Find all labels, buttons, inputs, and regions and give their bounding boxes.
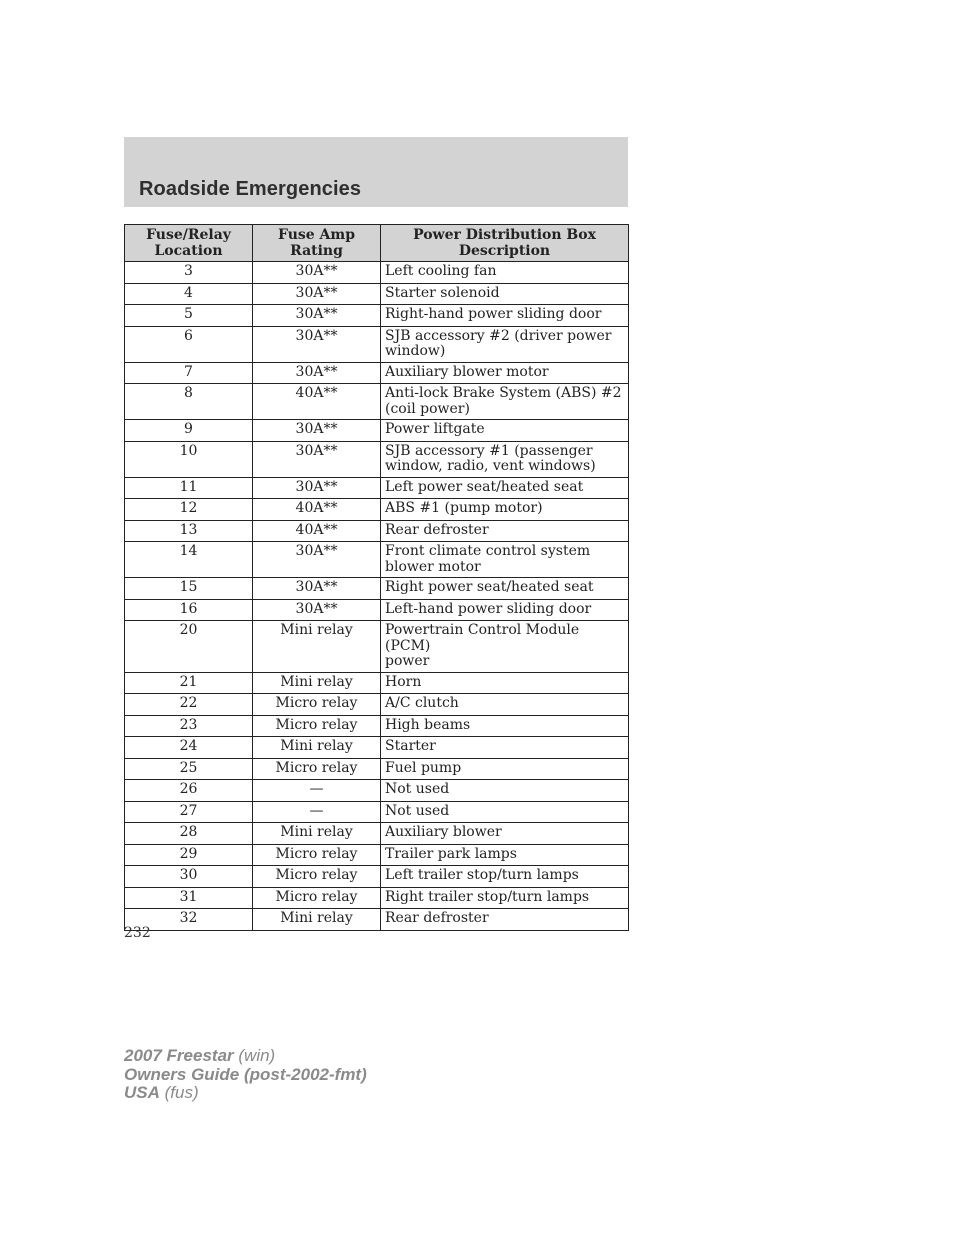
cell-location: 15: [125, 578, 253, 600]
table-row: [125, 262, 629, 284]
cell-description: [381, 326, 629, 362]
cell-description: [381, 262, 629, 284]
description-line: Horn: [385, 673, 422, 690]
cell-rating: 30A**: [253, 542, 381, 578]
cell-rating: Mini relay: [253, 621, 381, 673]
table-row: [125, 384, 629, 420]
cell-description: [381, 844, 629, 866]
cell-location: 7: [125, 362, 253, 384]
cell-rating: Mini relay: [253, 909, 381, 931]
cell-rating: Micro relay: [253, 694, 381, 716]
table-row: [125, 599, 629, 621]
description-line: (coil power): [385, 400, 470, 417]
cell-description: [381, 441, 629, 477]
cell-description: [381, 499, 629, 521]
cell-description: [381, 420, 629, 442]
table-row: [125, 326, 629, 362]
fuse-table: [124, 224, 629, 931]
cell-description: [381, 520, 629, 542]
description-line: power: [385, 653, 430, 669]
cell-description: [381, 737, 629, 759]
cell-location: 25: [125, 758, 253, 780]
description-line: ABS #1 (pump motor): [385, 500, 543, 516]
cell-location: 31: [125, 887, 253, 909]
description-line: Left power seat/heated seat: [385, 478, 584, 495]
description-line: Anti-lock Brake System (ABS) #2: [385, 385, 622, 401]
cell-location: 10: [125, 441, 253, 477]
cell-rating: 30A**: [253, 305, 381, 327]
description-line: SJB accessory #2 (driver power: [385, 327, 612, 344]
cell-location: 21: [125, 672, 253, 694]
table-row: [125, 866, 629, 888]
table-row: [125, 305, 629, 327]
footer-line-region: USA (fus): [124, 1083, 199, 1102]
cell-description: [381, 780, 629, 802]
cell-description: [381, 477, 629, 499]
cell-rating: Micro relay: [253, 758, 381, 780]
cell-description: [381, 542, 629, 578]
table-header-row: [125, 225, 629, 262]
table-row: [125, 694, 629, 716]
cell-location: 16: [125, 599, 253, 621]
description-line: Left cooling fan: [385, 263, 497, 279]
table-row: [125, 737, 629, 759]
table-row: [125, 715, 629, 737]
cell-location: 32: [125, 909, 253, 931]
cell-location: 20: [125, 621, 253, 673]
description-line: Auxiliary blower: [385, 824, 502, 840]
section-title: Roadside Emergencies: [139, 178, 362, 200]
table-row: [125, 499, 629, 521]
cell-description: [381, 362, 629, 384]
table-row: [125, 520, 629, 542]
cell-description: [381, 621, 629, 673]
table-row: [125, 621, 629, 673]
cell-location: 23: [125, 715, 253, 737]
cell-description: [381, 384, 629, 420]
cell-rating: Micro relay: [253, 887, 381, 909]
cell-rating: —: [253, 801, 381, 823]
description-line: Auxiliary blower motor: [385, 363, 549, 380]
cell-rating: 30A**: [253, 262, 381, 284]
description-line: Left trailer stop/turn lamps: [385, 867, 579, 883]
cell-location: 24: [125, 737, 253, 759]
table-row: [125, 672, 629, 694]
table-row: [125, 780, 629, 802]
cell-rating: 40A**: [253, 499, 381, 521]
cell-location: 28: [125, 823, 253, 845]
description-line: Not used: [385, 781, 450, 797]
cell-rating: Micro relay: [253, 715, 381, 737]
description-line: Right trailer stop/turn lamps: [385, 888, 590, 905]
column-header-rating: Fuse Amp Rating: [253, 225, 381, 262]
cell-rating: 30A**: [253, 599, 381, 621]
cell-location: 11: [125, 477, 253, 499]
cell-location: 30: [125, 866, 253, 888]
cell-description: [381, 599, 629, 621]
cell-rating: 30A**: [253, 578, 381, 600]
cell-description: [381, 801, 629, 823]
description-line: Rear defroster: [385, 521, 489, 538]
cell-location: 27: [125, 801, 253, 823]
table-row: [125, 420, 629, 442]
cell-location: 4: [125, 283, 253, 305]
cell-location: 5: [125, 305, 253, 327]
cell-description: [381, 866, 629, 888]
cell-description: [381, 758, 629, 780]
column-header-description: Power Distribution Box Description: [381, 225, 629, 262]
table-row: [125, 823, 629, 845]
cell-description: [381, 578, 629, 600]
cell-rating: 30A**: [253, 283, 381, 305]
table-row: [125, 283, 629, 305]
description-line: Trailer park lamps: [385, 845, 517, 862]
description-line: Front climate control system: [385, 543, 591, 559]
description-line: Not used: [385, 802, 450, 819]
cell-location: 29: [125, 844, 253, 866]
cell-location: 9: [125, 420, 253, 442]
cell-location: 22: [125, 694, 253, 716]
column-header-location: Fuse/Relay Location: [125, 225, 253, 262]
description-line: Right-hand power sliding door: [385, 306, 602, 322]
page-number: 232: [124, 925, 151, 941]
cell-description: [381, 823, 629, 845]
description-line: Powertrain Control Module (PCM): [385, 622, 580, 654]
cell-rating: Micro relay: [253, 866, 381, 888]
description-line: Rear defroster: [385, 910, 489, 926]
cell-rating: Micro relay: [253, 844, 381, 866]
description-line: Right power seat/heated seat: [385, 579, 594, 595]
cell-rating: 30A**: [253, 477, 381, 499]
cell-description: [381, 283, 629, 305]
table-row: [125, 578, 629, 600]
table-row: [125, 844, 629, 866]
cell-location: 26: [125, 780, 253, 802]
description-line: High beams: [385, 716, 471, 733]
cell-location: 12: [125, 499, 253, 521]
cell-rating: 30A**: [253, 441, 381, 477]
table-body: [125, 262, 629, 931]
cell-location: 13: [125, 520, 253, 542]
table-row: [125, 477, 629, 499]
cell-description: [381, 715, 629, 737]
cell-rating: 30A**: [253, 362, 381, 384]
section-header: [124, 137, 628, 207]
table-row: [125, 542, 629, 578]
description-line: Fuel pump: [385, 759, 462, 776]
cell-description: [381, 887, 629, 909]
cell-rating: 40A**: [253, 520, 381, 542]
description-line: window, radio, vent windows): [385, 458, 596, 474]
table-row: [125, 909, 629, 931]
description-line: Power liftgate: [385, 421, 485, 437]
description-line: Left-hand power sliding door: [385, 600, 592, 617]
description-line: A/C clutch: [385, 695, 459, 711]
description-line: blower motor: [385, 558, 481, 575]
cell-rating: 30A**: [253, 420, 381, 442]
footer-line-guide: Owners Guide (post-2002-fmt): [124, 1064, 367, 1084]
cell-rating: Mini relay: [253, 737, 381, 759]
cell-rating: Mini relay: [253, 672, 381, 694]
description-line: Starter: [385, 738, 436, 754]
cell-description: [381, 694, 629, 716]
description-line: window): [385, 343, 446, 359]
cell-description: [381, 909, 629, 931]
footer-line-model: 2007 Freestar (win): [124, 1046, 276, 1065]
cell-location: 14: [125, 542, 253, 578]
table-row: [125, 887, 629, 909]
description-line: Starter solenoid: [385, 284, 500, 301]
cell-rating: 40A**: [253, 384, 381, 420]
cell-rating: 30A**: [253, 326, 381, 362]
cell-rating: —: [253, 780, 381, 802]
table-row: [125, 758, 629, 780]
cell-description: [381, 672, 629, 694]
table-row: [125, 801, 629, 823]
description-line: SJB accessory #1 (passenger: [385, 442, 593, 459]
document-footer: [124, 1047, 367, 1103]
cell-location: 8: [125, 384, 253, 420]
table-row: [125, 441, 629, 477]
table-row: [125, 362, 629, 384]
cell-description: [381, 305, 629, 327]
cell-location: 6: [125, 326, 253, 362]
cell-rating: Mini relay: [253, 823, 381, 845]
cell-location: 3: [125, 262, 253, 284]
